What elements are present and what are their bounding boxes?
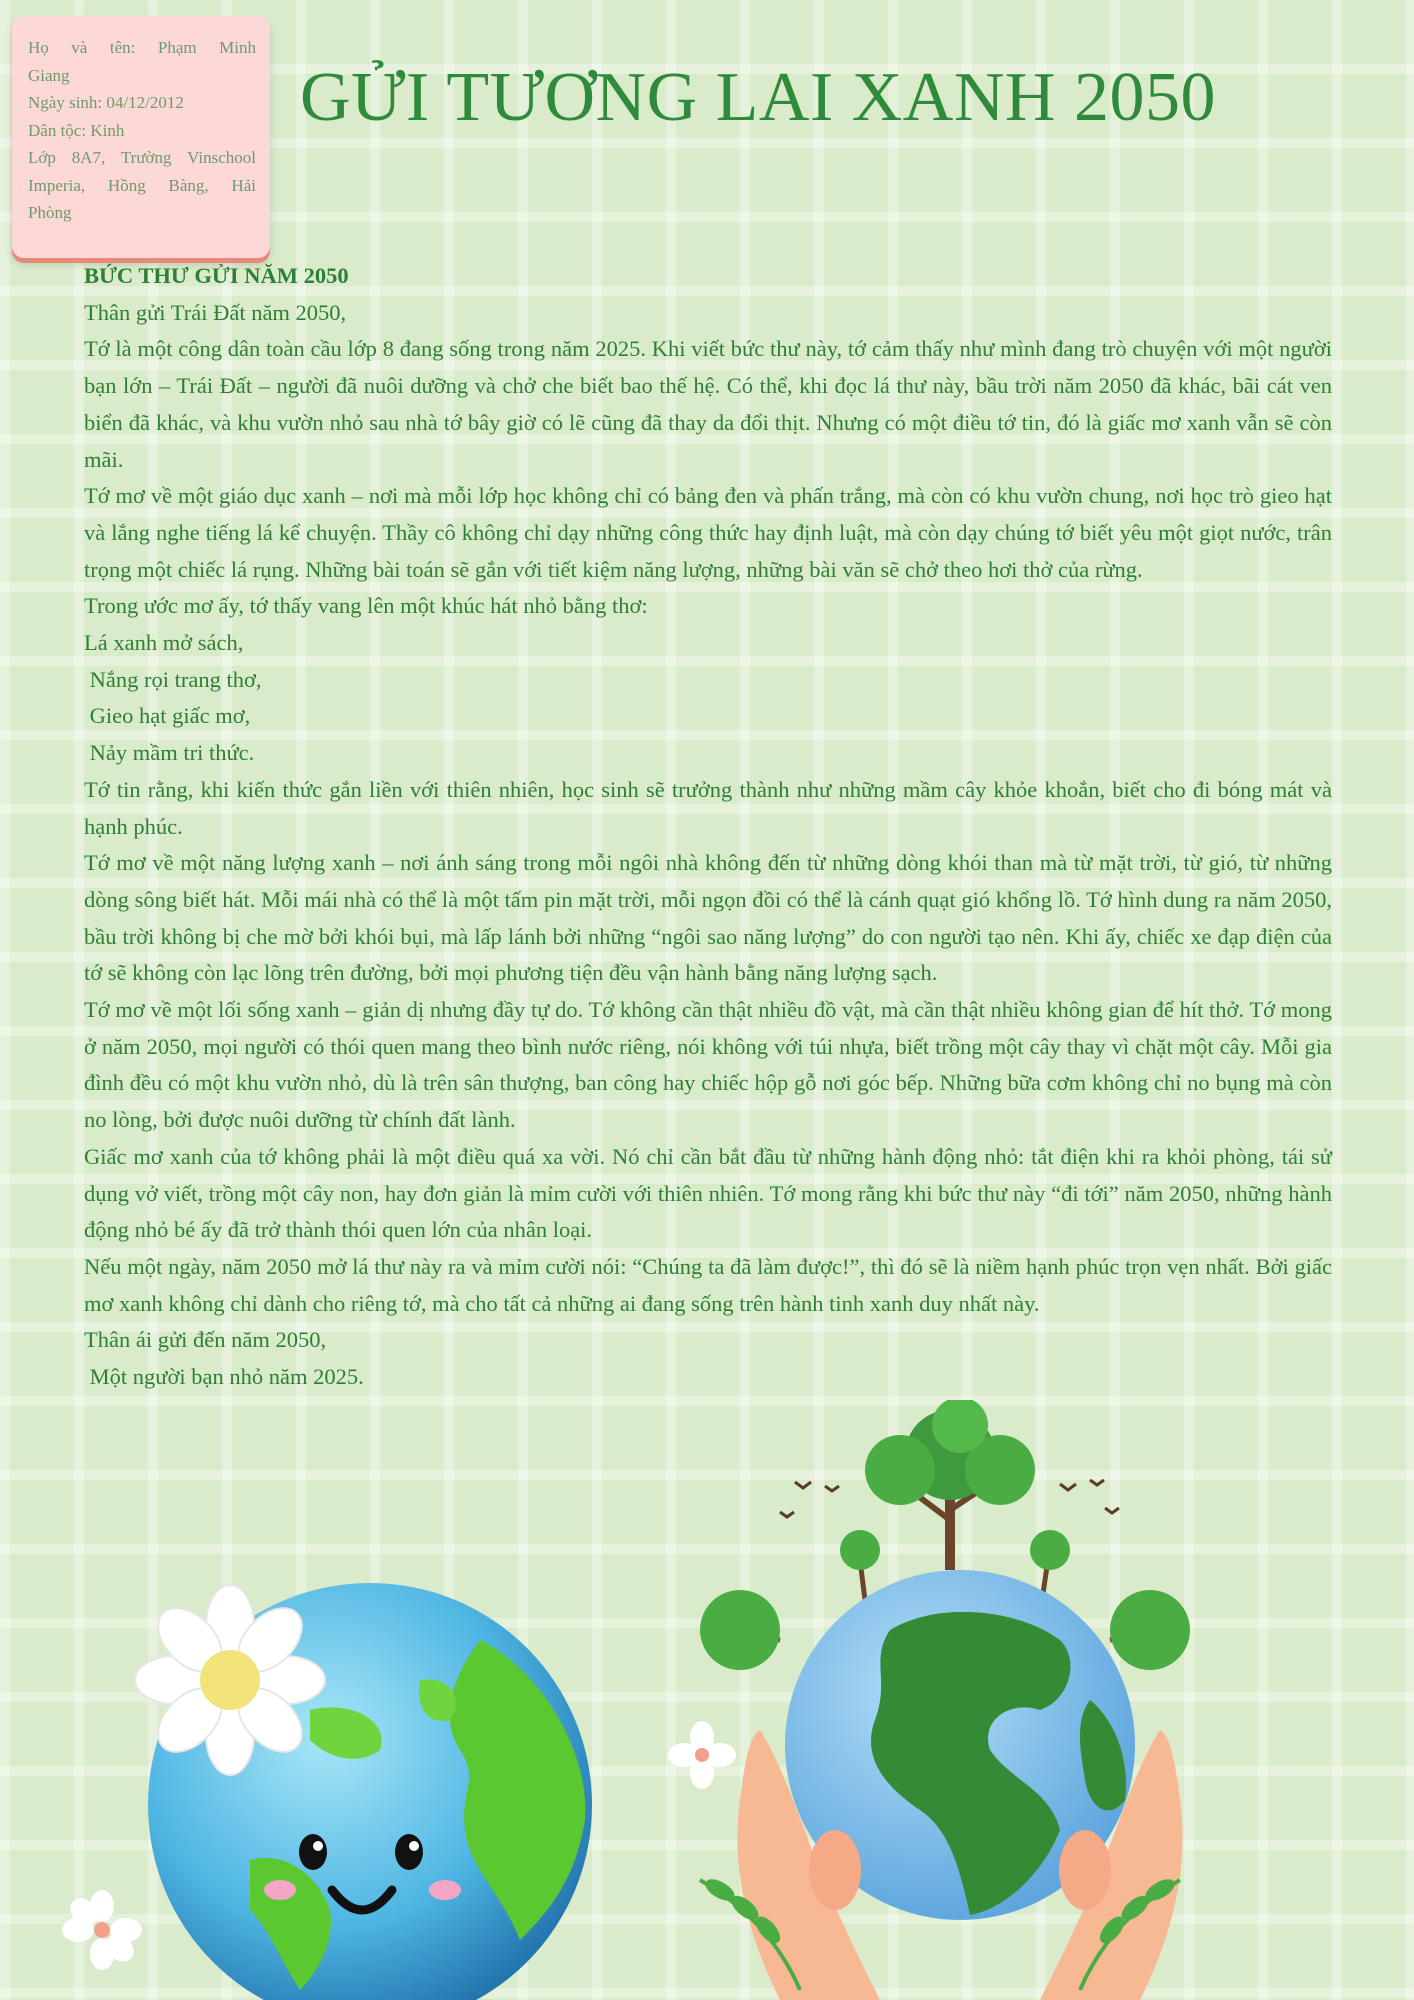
letter-greeting: Thân gửi Trái Đất năm 2050,: [84, 299, 347, 325]
student-name-line1: Họ và tên: Phạm Minh: [28, 38, 256, 57]
letter-paragraph: Tớ mơ về một giáo dục xanh – nơi mà mỗi lớp học không chỉ có bảng đen và phấn trắng, mà còn có khu vườn chung, nơi học trò gieo hạt và lắng nghe tiếng lá kể chuyện. Thầy cô không chỉ dạy những công thức hay định luật, mà còn dạy chúng tớ biết yêu một giọt nước, trân trọng một chiếc lá rụng. Những bài toán sẽ gắn với tiết kiệm năng lượng, những bài văn sẽ chở theo hơi thở của rừng.: [84, 483, 1332, 582]
student-school-line1: Lớp 8A7, Trường Vinschool: [28, 148, 256, 167]
hands-holding-earth-illustration: [660, 1400, 1220, 2000]
student-ethnicity: Dân tộc: Kinh: [28, 120, 125, 140]
poem-line: Lá xanh mở sách,: [84, 630, 244, 656]
daisy-icon: [135, 1585, 325, 1775]
letter-paragraph: Nếu một ngày, năm 2050 mở lá thư này ra và mỉm cười nói: “Chúng ta đã làm được!”, thì đó sẽ là niềm hạnh phúc trọn vẹn nhất. Bởi giấc mơ xanh không chỉ dành cho riêng tớ, mà cho tất cả những ai đang sống trên hành tinh xanh duy nhất này.: [84, 1253, 1332, 1316]
letter-paragraph: Tớ tin rằng, khi kiến thức gắn liền với thiên nhiên, học sinh sẽ trưởng thành như những mầm cây khỏe khoắn, biết cho đi bóng mát và hạnh phúc.: [84, 776, 1332, 839]
student-dob: Ngày sinh: 04/12/2012: [28, 93, 184, 112]
letter-heading: BỨC THƯ GỬI NĂM 2050: [84, 263, 349, 288]
tree-icon: [700, 1590, 780, 1670]
letter-closing: Thân ái gửi đến năm 2050,: [84, 1327, 327, 1353]
smiling-earth-illustration: [120, 1560, 600, 2000]
student-name-line2: Giang: [28, 65, 70, 85]
tree-icon: [840, 1530, 880, 1600]
poem-line: Gieo hạt giấc mơ,: [84, 703, 251, 729]
letter-signature: Một người bạn nhỏ năm 2025.: [84, 1364, 364, 1390]
tree-icon: [865, 1400, 1035, 1570]
student-school-line2: Imperia, Hồng Bàng, Hải: [28, 175, 256, 195]
letter-paragraph: Tớ mơ về một năng lượng xanh – nơi ánh sáng trong mỗi ngôi nhà không đến từ những dòng khói than mà từ mặt trời, từ gió, từ những dòng sông biết hát. Mỗi mái nhà có thể là một tấm pin mặt trời, mỗi ngọn đồi có thể là cánh quạt gió khổng lồ. Tớ hình dung ra năm 2050, bầu trời không bị che mờ bởi khói bụi, mà lấp lánh bởi những “ngôi sao năng lượng” do con người tạo nên. Khi ấy, chiếc xe đạp điện của tớ sẽ không còn lạc lõng trên đường, bởi mọi phương tiện đều vận hành bằng năng lượng sạch.: [84, 850, 1332, 986]
letter-body: [84, 258, 1332, 1396]
page-title: GỬI TƯƠNG LAI XANH 2050: [300, 59, 1216, 136]
letter-paragraph: Trong ước mơ ấy, tớ thấy vang lên một khúc hát nhỏ bằng thơ:: [84, 593, 648, 619]
small-flower-icon: [668, 1721, 736, 1789]
small-flower-icon: [62, 1890, 142, 1970]
letter-paragraph: Tớ mơ về một lối sống xanh – giản dị nhưng đầy tự do. Tớ không cần thật nhiều đồ vật, mà cần thật nhiều không gian để hít thở. Tớ mong ở năm 2050, mọi người có thói quen mang theo bình nước riêng, nói không với túi nhựa, biết trồng một cây thay vì chặt một cây. Mỗi gia đình đều có một khu vườn nhỏ, dù là trên sân thượng, ban công hay chiếc hộp gỗ nơi góc bếp. Những bữa cơm không chỉ no bụng mà còn no lòng, bởi được nuôi dưỡng từ chính đất lành.: [84, 997, 1332, 1133]
letter-paragraph: Tớ là một công dân toàn cầu lớp 8 đang sống trong năm 2025. Khi viết bức thư này, tớ cảm thấy như mình đang trò chuyện với một người bạn lớn – Trái Đất – người đã nuôi dưỡng và chở che biết bao thế hệ. Có thể, khi đọc lá thư này, bầu trời năm 2050 đã khác, bãi cát ven biển đã khác, và khu vườn nhỏ sau nhà tớ bây giờ có lẽ cũng đã thay da đổi thịt. Nhưng có một điều tớ tin, đó là giấc mơ xanh vẫn sẽ còn mãi.: [84, 336, 1332, 472]
letter-paragraph: Giấc mơ xanh của tớ không phải là một điều quá xa vời. Nó chỉ cần bắt đầu từ những hành động nhỏ: tắt điện khi ra khỏi phòng, tái sử dụng vở viết, trồng một cây non, hay đơn giản là mỉm cười với thiên nhiên. Tớ mong rằng khi bức thư này “đi tới” năm 2050, những hành động nhỏ bé ấy đã trở thành thói quen lớn của nhân loại.: [84, 1143, 1332, 1243]
student-info-card: [12, 16, 270, 258]
student-school-line3: Phòng: [28, 203, 72, 222]
tree-icon: [1110, 1590, 1190, 1670]
poem-line: Nắng rọi trang thơ,: [84, 666, 262, 692]
poem-line: Nảy mầm tri thức.: [84, 740, 255, 766]
